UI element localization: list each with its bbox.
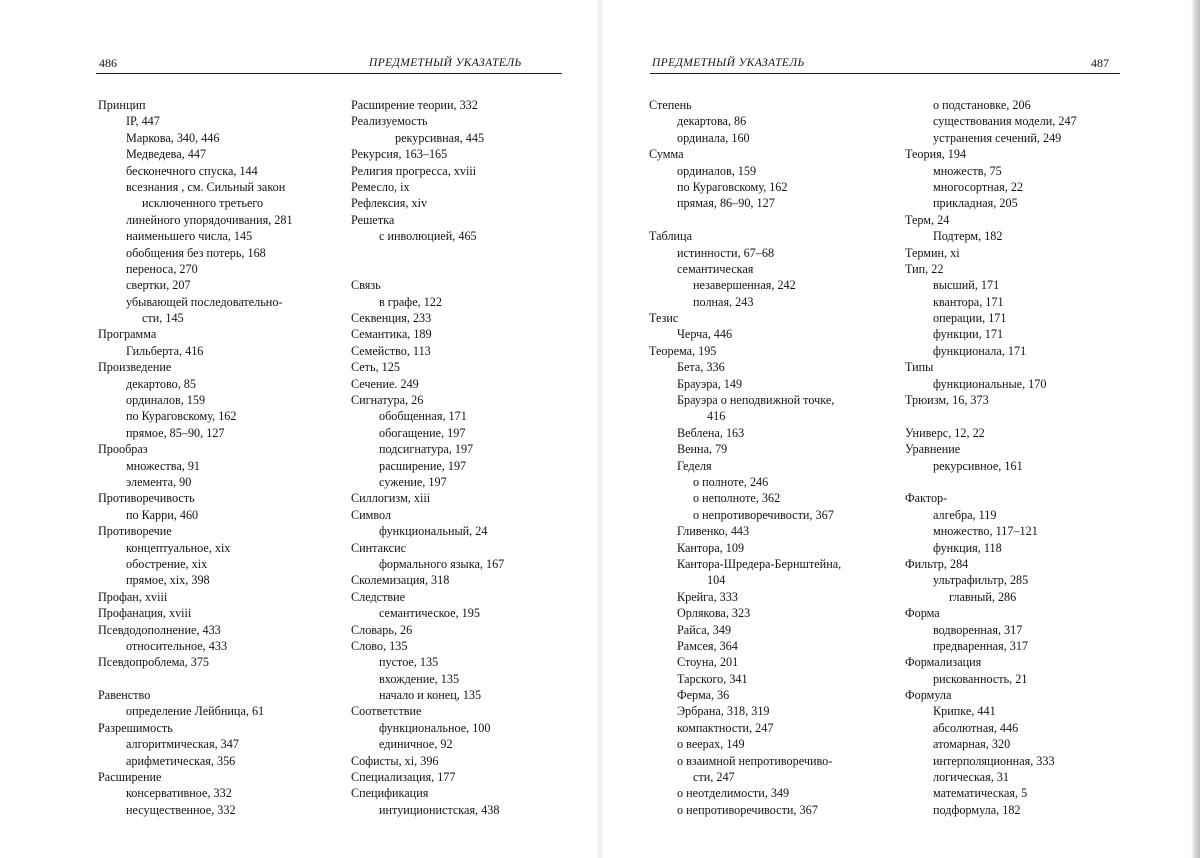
- entry-spacer: [351, 245, 583, 261]
- index-subentry: сти, 145: [142, 311, 184, 326]
- index-subentry: существования модели, 247: [933, 114, 1077, 129]
- index-subentry: арифметическая, 356: [126, 753, 236, 768]
- index-subentry: Рамсея, 364: [677, 638, 738, 653]
- index-heading: Семейство, 113: [351, 343, 431, 358]
- index-heading: Типы: [905, 360, 934, 375]
- index-subentry: водворенная, 317: [933, 622, 1023, 637]
- index-heading: Профан, xviii: [98, 589, 168, 604]
- index-subentry: Медведева, 447: [126, 147, 207, 162]
- index-subentry: ординала, 160: [677, 130, 750, 145]
- index-heading: Фактор-: [905, 491, 948, 506]
- index-heading: Теория, 194: [905, 147, 967, 162]
- index-subentry: по Кураговскому, 162: [677, 179, 788, 194]
- index-subentry: Черча, 446: [677, 327, 733, 342]
- index-subentry: Маркова, 340, 446: [126, 130, 220, 145]
- index-heading: Рекурсия, 163–165: [351, 147, 448, 162]
- index-subentry: предваренная, 317: [933, 638, 1029, 653]
- index-subentry: ординалов, 159: [677, 163, 757, 178]
- index-subentry: Стоуна, 201: [677, 655, 739, 670]
- index-heading: Ремесло, ix: [351, 179, 410, 194]
- index-heading: Софисты, xi, 396: [351, 753, 439, 768]
- page-edge-shadow: [1191, 0, 1200, 858]
- index-heading: Тезис: [649, 311, 679, 326]
- index-heading: Синтаксис: [351, 540, 407, 555]
- index-heading: Следствие: [351, 589, 406, 604]
- index-heading: Профанация, xviii: [98, 606, 192, 621]
- index-subentry: единичное, 92: [379, 737, 453, 752]
- index-heading: Псевдодополнение, 433: [98, 622, 221, 637]
- index-subentry: множеств, 75: [933, 163, 1002, 178]
- index-column-3: [649, 97, 889, 818]
- index-subentry: интерполяционная, 333: [933, 753, 1055, 768]
- index-heading: Произведение: [98, 360, 172, 375]
- index-heading: Рефлексия, xiv: [351, 196, 428, 211]
- index-subentry: алгоритмическая, 347: [126, 737, 239, 752]
- index-subentry: обострение, xix: [126, 556, 208, 571]
- index-subentry: функции, 171: [933, 327, 1004, 342]
- index-subentry: всезнания , см. Сильный закон: [126, 179, 286, 194]
- index-subentry: многосортная, 22: [933, 179, 1024, 194]
- index-subentry: абсолютная, 446: [933, 720, 1019, 735]
- index-subentry: рекурсивное, 161: [933, 458, 1023, 473]
- index-subentry: линейного упорядочивания, 281: [126, 212, 293, 227]
- index-heading: Универс, 12, 22: [905, 425, 985, 440]
- index-heading: Спецификация: [351, 786, 429, 801]
- index-heading: Противоречие: [98, 524, 172, 539]
- index-subentry: Веблена, 163: [677, 425, 745, 440]
- page-number: 486: [99, 56, 117, 70]
- index-subentry: свертки, 207: [126, 278, 191, 293]
- index-subentry: ультрафильтр, 285: [933, 573, 1029, 588]
- index-heading: Связь: [351, 278, 381, 293]
- index-subentry: Райса, 349: [677, 622, 732, 637]
- index-subentry: семантическая: [677, 261, 754, 276]
- index-subentry: Венна, 79: [677, 442, 728, 457]
- index-heading: Сколемизация, 318: [351, 573, 450, 588]
- index-heading: Терм, 24: [905, 212, 950, 227]
- index-subentry: Крейга, 333: [677, 589, 738, 604]
- index-subentry: переноса, 270: [126, 261, 198, 276]
- index-heading: Псевдопроблема, 375: [98, 655, 210, 670]
- index-subentry: декартова, 86: [677, 114, 747, 129]
- index-subentry: Тарского, 341: [677, 671, 748, 686]
- index-heading: Реализуемость: [351, 114, 428, 129]
- index-subentry: Брауэра о неподвижной точке,: [677, 393, 835, 408]
- index-heading: Секвенция, 233: [351, 311, 432, 326]
- index-subentry: начало и конец, 135: [379, 688, 482, 703]
- entry-spacer: [905, 408, 1125, 424]
- index-heading: Прообраз: [98, 442, 148, 457]
- index-subentry: Крипке, 441: [933, 704, 996, 719]
- index-heading: Равенство: [98, 688, 151, 703]
- index-subentry: 104: [707, 573, 726, 588]
- index-subentry: высший, 171: [933, 278, 1000, 293]
- index-subentry: декартово, 85: [126, 376, 196, 391]
- index-column-1: [98, 97, 330, 818]
- index-subentry: расширение, 197: [379, 458, 467, 473]
- index-subentry: сти, 247: [693, 770, 735, 785]
- index-column-4: [905, 97, 1125, 818]
- index-subentry: функциональный, 24: [379, 524, 488, 539]
- index-subentry: 416: [707, 409, 726, 424]
- index-subentry: прямая, 86–90, 127: [677, 196, 775, 211]
- index-subentry: подформула, 182: [933, 802, 1021, 817]
- index-subentry: исключенного третьего: [142, 196, 264, 211]
- index-heading: Религия прогресса, xviii: [351, 163, 477, 178]
- running-head: ПРЕДМЕТНЫЙ УКАЗАТЕЛЬ: [652, 57, 805, 69]
- index-subentry: Бета, 336: [677, 360, 725, 375]
- index-subentry: о неотделимости, 349: [677, 786, 790, 801]
- index-subentry: бесконечного спуска, 144: [126, 163, 258, 178]
- index-subentry: по Карри, 460: [126, 507, 199, 522]
- header-rule: [96, 73, 562, 74]
- index-subentry: Орлякова, 323: [677, 606, 751, 621]
- index-subentry: Эрбрана, 318, 319: [677, 704, 770, 719]
- page-number: 487: [1091, 56, 1109, 70]
- index-subentry: IP, 447: [126, 114, 160, 129]
- index-subentry: пустое, 135: [379, 655, 439, 670]
- index-subentry: главный, 286: [949, 589, 1017, 604]
- index-subentry: множество, 117–121: [933, 524, 1038, 539]
- index-subentry: о непротиворечивости, 367: [677, 802, 818, 817]
- index-subentry: несущественное, 332: [126, 802, 236, 817]
- index-subentry: множества, 91: [126, 458, 201, 473]
- index-subentry: о подстановке, 206: [933, 98, 1031, 112]
- index-subentry: алгебра, 119: [933, 507, 997, 522]
- index-subentry: устранения сечений, 249: [933, 130, 1062, 145]
- index-subentry: о взаимной непротиворечиво-: [677, 753, 833, 768]
- index-subentry: функционала, 171: [933, 343, 1027, 358]
- index-heading: Решетка: [351, 212, 395, 227]
- index-heading: Разрешимость: [98, 720, 173, 735]
- index-heading: Таблица: [649, 229, 692, 244]
- index-subentry: Брауэра, 149: [677, 376, 743, 391]
- index-subentry: истинности, 67–68: [677, 245, 775, 260]
- index-subentry: наименьшего числа, 145: [126, 229, 253, 244]
- index-heading: Сеть, 125: [351, 360, 400, 375]
- index-subentry: незавершенная, 242: [693, 278, 796, 293]
- index-heading: Семантика, 189: [351, 327, 432, 342]
- index-subentry: функциональные, 170: [933, 376, 1047, 391]
- index-heading: Программа: [98, 327, 157, 342]
- index-heading: Тип, 22: [905, 261, 944, 276]
- index-heading: Расширение теории, 332: [351, 98, 478, 112]
- index-subentry: консервативное, 332: [126, 786, 232, 801]
- index-heading: Расширение: [98, 770, 162, 785]
- index-heading: Сечение. 249: [351, 376, 419, 391]
- entry-spacer: [649, 212, 889, 228]
- index-heading: Принцип: [98, 98, 146, 112]
- index-subentry: обобщенная, 171: [379, 409, 467, 424]
- index-subentry: операции, 171: [933, 311, 1007, 326]
- index-subentry: обогащение, 197: [379, 425, 466, 440]
- index-heading: Формализация: [905, 655, 982, 670]
- index-subentry: интуиционистская, 438: [379, 802, 500, 817]
- index-heading: Степень: [649, 98, 692, 112]
- index-subentry: вхождение, 135: [379, 671, 460, 686]
- index-heading: Соответствие: [351, 704, 422, 719]
- entry-spacer: [905, 474, 1125, 490]
- index-heading: Трюизм, 16, 373: [905, 393, 989, 408]
- index-subentry: полная, 243: [693, 294, 754, 309]
- index-heading: Уравнение: [905, 442, 961, 457]
- running-head: ПРЕДМЕТНЫЙ УКАЗАТЕЛЬ: [369, 57, 522, 69]
- index-subentry: о непротиворечивости, 367: [693, 507, 834, 522]
- index-subentry: формального языка, 167: [379, 556, 505, 571]
- index-subentry: Геделя: [677, 458, 712, 473]
- index-subentry: Ферма, 36: [677, 688, 730, 703]
- index-subentry: атомарная, 320: [933, 737, 1011, 752]
- index-subentry: прикладная, 205: [933, 196, 1018, 211]
- index-heading: Термин, xi: [905, 245, 960, 260]
- index-subentry: семантическое, 195: [379, 606, 480, 621]
- index-heading: Фильтр, 284: [905, 556, 969, 571]
- index-subentry: Подтерм, 182: [933, 229, 1003, 244]
- index-subentry: о веерах, 149: [677, 737, 745, 752]
- index-subentry: функция, 118: [933, 540, 1002, 555]
- index-subentry: в графе, 122: [379, 294, 442, 309]
- index-subentry: Кантора-Шредера-Бернштейна,: [677, 556, 842, 571]
- index-subentry: определение Лейбница, 61: [126, 704, 265, 719]
- index-heading: Теорема, 195: [649, 343, 717, 358]
- index-subentry: по Кураговскому, 162: [126, 409, 237, 424]
- index-subentry: кванторa, 171: [933, 294, 1004, 309]
- index-subentry: концептуальное, xix: [126, 540, 231, 555]
- index-heading: Слово, 135: [351, 638, 408, 653]
- index-heading: Специализация, 177: [351, 770, 456, 785]
- index-subentry: элемента, 90: [126, 474, 192, 489]
- entry-spacer: [351, 261, 583, 277]
- entry-spacer: [98, 671, 330, 687]
- index-subentry: Гливенко, 443: [677, 524, 750, 539]
- index-heading: Форма: [905, 606, 940, 621]
- index-column-2: [351, 97, 583, 818]
- index-subentry: логическая, 31: [933, 770, 1009, 785]
- index-subentry: прямое, xix, 398: [126, 573, 210, 588]
- index-subentry: прямое, 85–90, 127: [126, 425, 225, 440]
- index-subentry: Кантора, 109: [677, 540, 745, 555]
- header-rule: [650, 73, 1120, 74]
- index-subentry: рекурсивная, 445: [395, 130, 485, 145]
- index-heading: Противоречивость: [98, 491, 195, 506]
- index-subentry: о неполноте, 362: [693, 491, 781, 506]
- index-heading: Формула: [905, 688, 952, 703]
- index-subentry: обобщения без потерь, 168: [126, 245, 266, 260]
- index-subentry: сужение, 197: [379, 474, 447, 489]
- index-subentry: рискованность, 21: [933, 671, 1028, 686]
- index-heading: Силлогизм, xiii: [351, 491, 431, 506]
- index-heading: Словарь, 26: [351, 622, 413, 637]
- right-page: [600, 0, 1200, 858]
- index-subentry: с инволюцией, 465: [379, 229, 477, 244]
- index-subentry: убывающей последовательно-: [126, 294, 283, 309]
- index-subentry: относительное, 433: [126, 638, 228, 653]
- index-subentry: математическая, 5: [933, 786, 1028, 801]
- index-heading: Сумма: [649, 147, 684, 162]
- index-subentry: ординалов, 159: [126, 393, 206, 408]
- index-heading: Символ: [351, 507, 392, 522]
- index-subentry: подсигнатура, 197: [379, 442, 474, 457]
- index-subentry: функциональное, 100: [379, 720, 491, 735]
- index-subentry: о полноте, 246: [693, 474, 769, 489]
- index-subentry: Гильберта, 416: [126, 343, 204, 358]
- index-heading: Сигнатура, 26: [351, 393, 424, 408]
- index-subentry: компактности, 247: [677, 720, 774, 735]
